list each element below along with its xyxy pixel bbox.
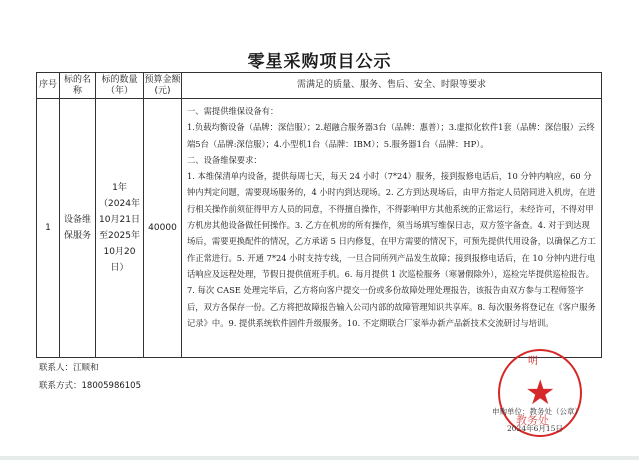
row-index: 1 xyxy=(37,99,60,358)
page-title: 零星采购项目公示 xyxy=(247,52,392,72)
requirements-equipment-list: 1.负载均衡设备（品牌：深信服）；2.超融合服务器3台（品牌：惠普）；3.虚拟化软件1套（品牌：深信服）云终端5台（品牌:深信服）；4.小型机1台（品牌：IBM）；5.服务器1台（品牌：HP）。 xyxy=(187,122,595,149)
header-budget: 预算金额(元) xyxy=(144,73,182,99)
header-name: 标的名称 xyxy=(60,73,96,99)
header-quantity: 标的数量（年） xyxy=(96,73,144,99)
seal-star-icon: ★ xyxy=(525,373,556,413)
page-edge xyxy=(0,456,639,460)
applicant-unit: 申购单位：教务处（公章） xyxy=(492,407,582,416)
header-index: 序号 xyxy=(37,73,60,99)
contact-phone: 联系方式：18005986105 xyxy=(39,381,141,391)
row-requirements xyxy=(182,99,602,358)
seal-glyph: 教务处 xyxy=(516,414,549,427)
row-budget: 40000 xyxy=(144,99,182,358)
requirements-maintenance-text: 1. 本维保清单内设备，提供每周七天，每天 24 小时（7*24）服务，接到报修电话后，10 分钟内响应，60 分钟内判定问题，需要现场服务的，4 小时内到达现场。2. 乙方到达现场后，由甲方指定人员陪同进入机房，在进行相关操作前须征得甲方人员的同意，不得擅自操作，不得影响甲方其他系统的正常运行，未经许可，不得对甲方机房其他设备做任何操作。3. 乙方在机房的所有操作，须当场填写维保日志，双方签字备查。4. 对于到达现场后，需要更换配件的情况，乙方承诺 5 日内修复，在甲方需要的情况下，可预先提供代用设备，以确保乙方工作正常进行。5. 开通 7*24 小时支持专线，一旦合同所列产品发生故障；接到报修电话后，在 10 分钟内进行电话响应及远程处理，节假日提供值班手机。6. 每月提供 1 次巡检服务（寒暑假除外），巡检完毕提供巡检报告。7. 每次 CASE 处理完毕后，乙方将向客户提交一份或多份故障处理处理报告，该报告由双方参与工程师签字后，双方各保存一份。乙方将把故障报告输入公司内部的故障管理知识共享库。8. 每次服务将登记在《客户服务记录》中。9. 提供系统软件固件升级服务。10. 不定期联合厂家举办新产品新技术交流研讨与培训。 xyxy=(187,171,596,328)
row-quantity: 1年（2024年10月21日至2025年10月20日） xyxy=(96,99,144,358)
header-requirements: 需满足的质量、服务、售后、安全、时限等要求 xyxy=(182,73,602,99)
contact-person: 联系人：江顺和 xyxy=(39,363,99,373)
requirements-heading-1: 一、需提供维保设备有： xyxy=(187,106,279,116)
table-row xyxy=(37,99,602,358)
seal-glyph: 明 xyxy=(528,356,538,367)
signature-date: 2024年6月15日 xyxy=(507,424,563,433)
table-header-row xyxy=(37,73,602,99)
procurement-table xyxy=(36,72,602,358)
requirements-heading-2: 二、设备维保要求： xyxy=(187,154,262,165)
row-name: 设备维保服务 xyxy=(60,99,96,358)
